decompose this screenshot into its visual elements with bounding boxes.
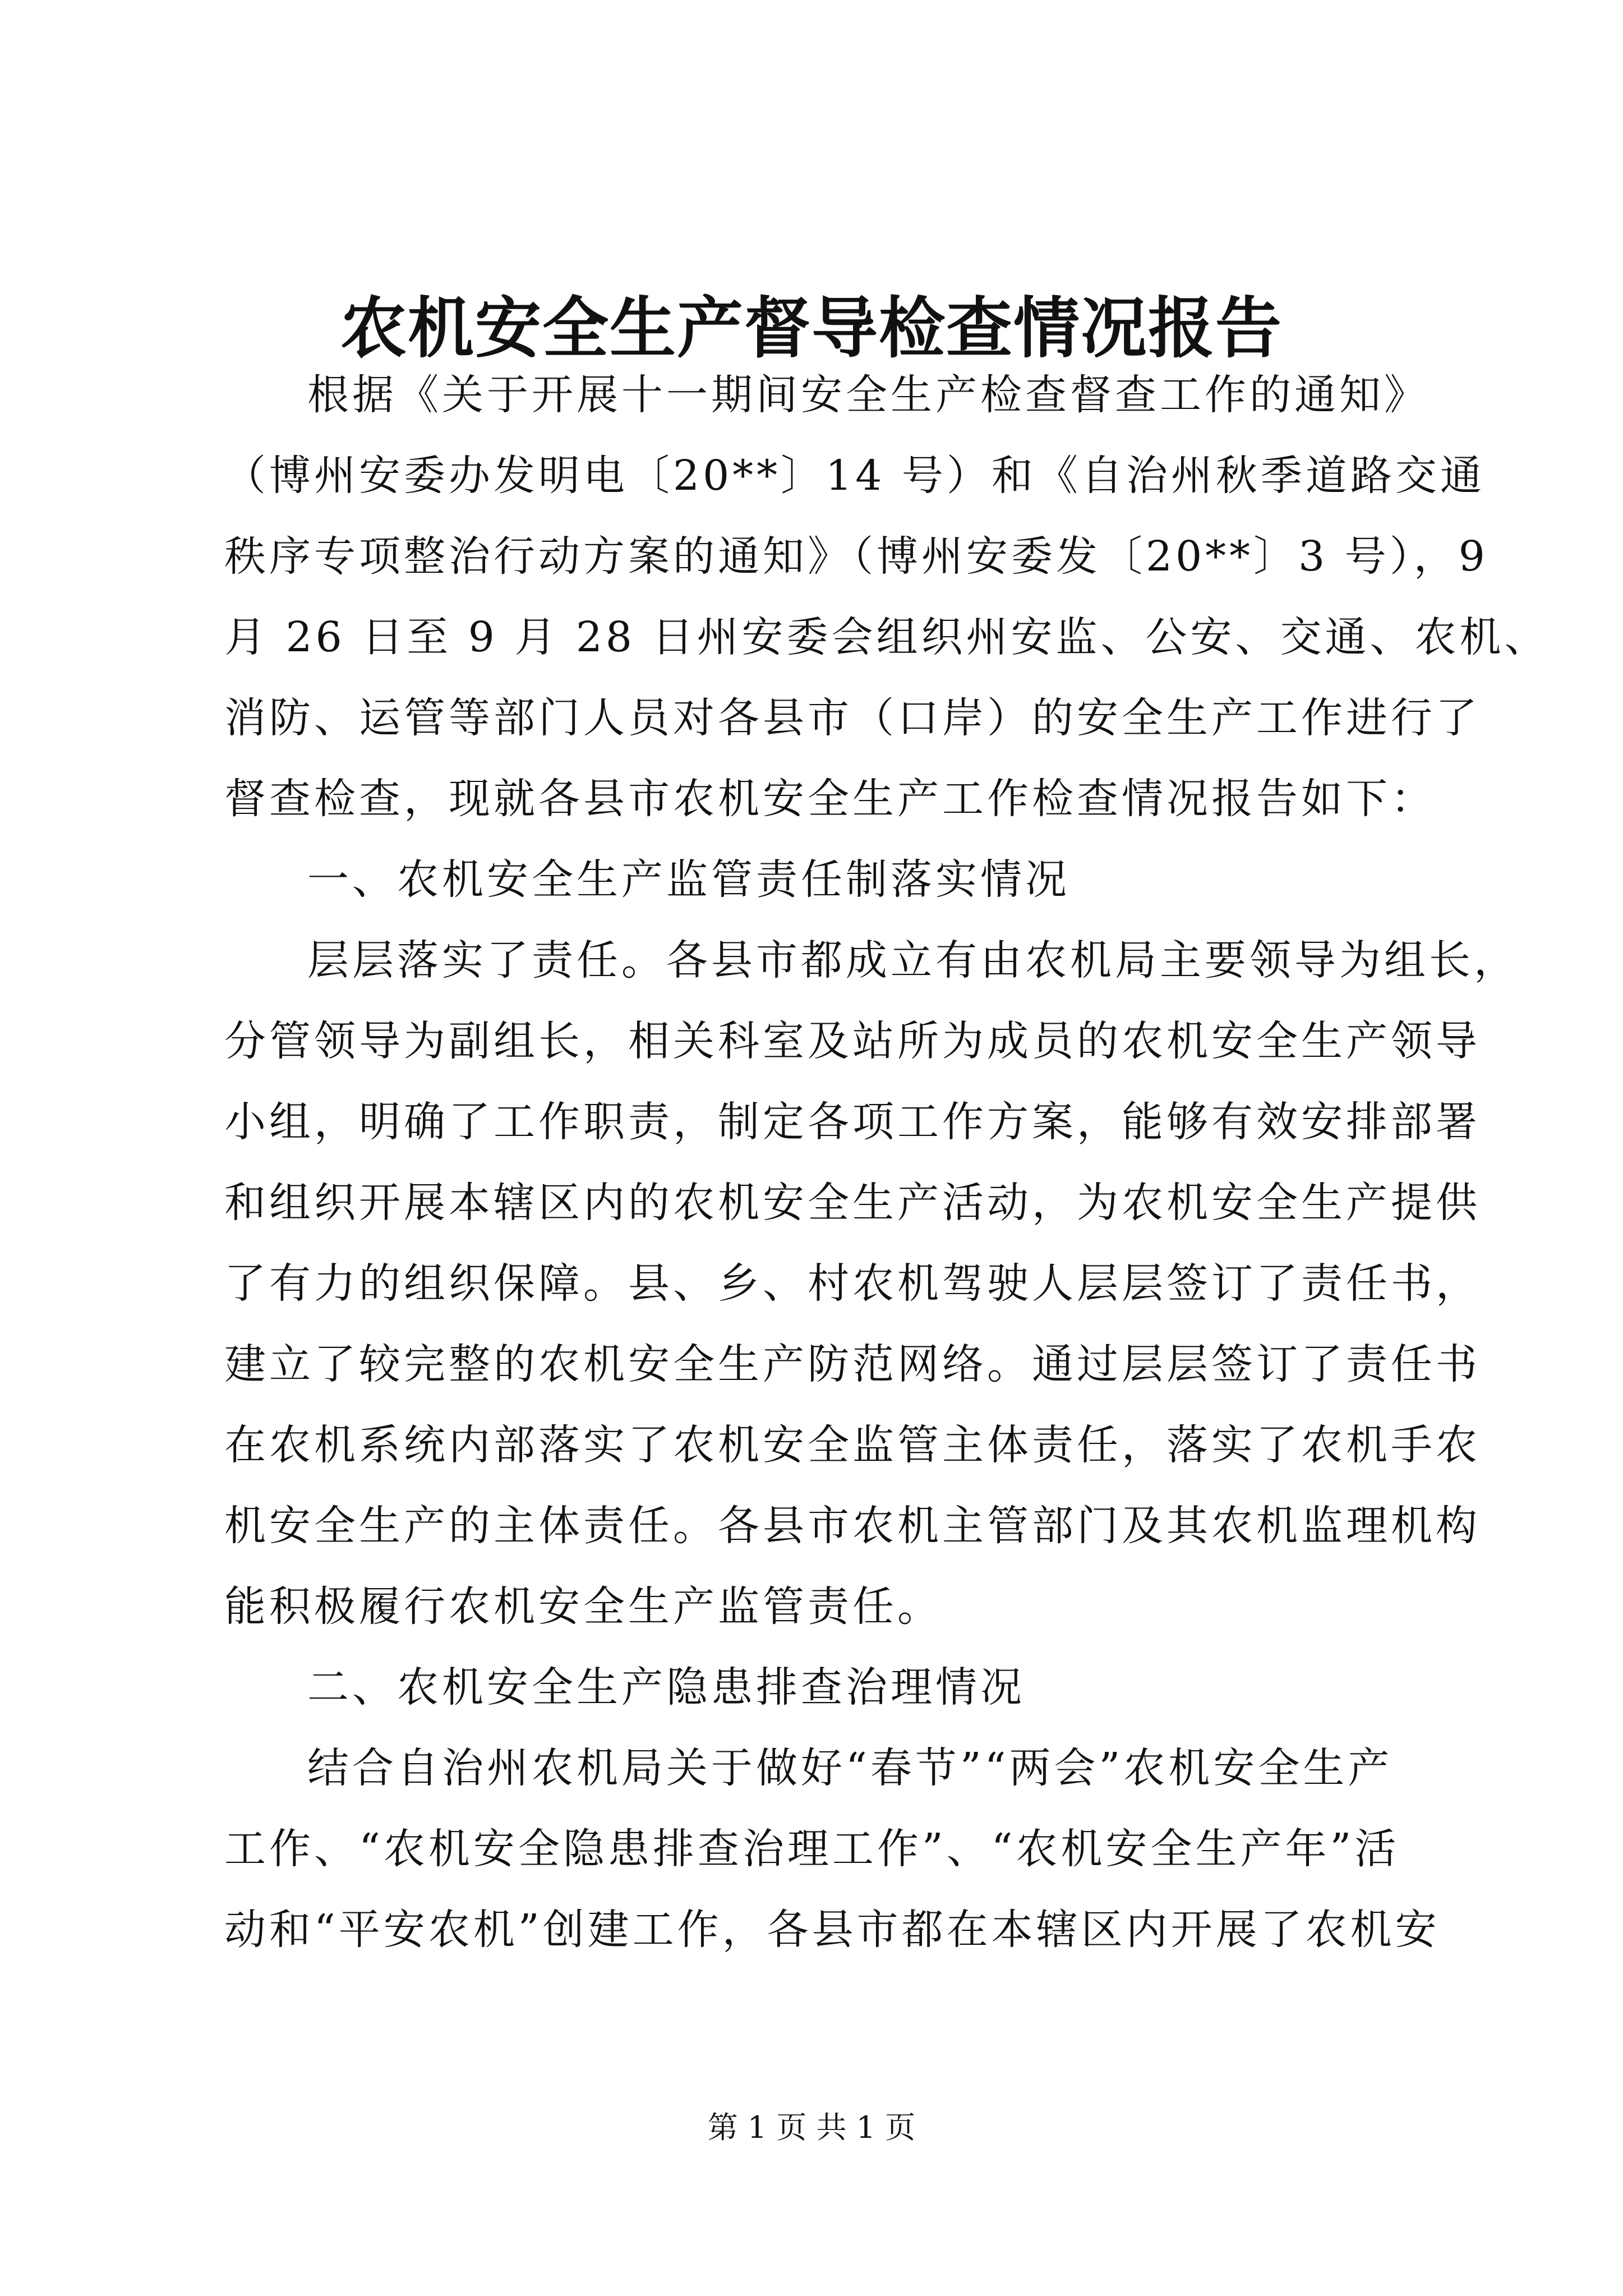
paragraph-line: 小组，明确了工作职责，制定各项工作方案，能够有效安排部署: [224, 1098, 1481, 1146]
paragraph-line: 了有力的组织保障。县、乡、村农机驾驶人层层签订了责任书，: [224, 1259, 1481, 1308]
paragraph-line: 工作、“农机安全隐患排查治理工作”、“农机安全生产年”活: [224, 1825, 1400, 1873]
paragraph-line: 机安全生产的主体责任。各县市农机主管部门及其农机监理机构: [224, 1502, 1481, 1550]
paragraph-line: 在农机系统内部落实了农机安全监管主体责任，落实了农机手农: [224, 1421, 1481, 1469]
paragraph-line: 消防、运管等部门人员对各县市（口岸）的安全生产工作进行了: [224, 694, 1481, 742]
document-body: [224, 355, 1550, 1970]
paragraph-line: 月 26 日至 9 月 28 日州安委会组织州安监、公安、交通、农机、: [224, 613, 1550, 661]
paragraph-line: 分管领导为副组长，相关科室及站所为成员的农机安全生产领导: [224, 1017, 1481, 1065]
paragraph-line: 建立了较完整的农机安全生产防范网络。通过层层签订了责任书: [224, 1340, 1481, 1388]
paragraph-line: 督查检查，现就各县市农机安全生产工作检查情况报告如下：: [224, 775, 1436, 823]
paragraph-line: 秩序专项整治行动方案的通知》（博州安委发〔20**〕3 号），9: [224, 532, 1488, 581]
paragraph-line: 能积极履行农机安全生产监管责任。: [224, 1582, 942, 1631]
paragraph-line: 动和“平安农机”创建工作，各县市都在本辖区内开展了农机安: [224, 1906, 1440, 1954]
document-title: 农机安全生产督导检查情况报告: [340, 289, 1283, 367]
paragraph-line: 和组织开展本辖区内的农机安全生产活动，为农机安全生产提供: [224, 1179, 1481, 1227]
section-heading: 一、农机安全生产监管责任制落实情况: [307, 855, 1070, 904]
page-footer: 第 1 页 共 1 页: [707, 2110, 916, 2145]
paragraph-line: （博州安委办发明电〔20**〕14 号）和《自治州秋季道路交通: [224, 452, 1485, 500]
section-heading: 二、农机安全生产隐患排查治理情况: [307, 1663, 1025, 1711]
paragraph-line: 根据《关于开展十一期间安全生产检查督查工作的通知》: [307, 371, 1429, 419]
paragraph-line: 结合自治州农机局关于做好“春节”“两会”农机安全生产: [307, 1744, 1393, 1792]
paragraph-line: 层层落实了责任。各县市都成立有由农机局主要领导为组长，: [307, 936, 1519, 984]
